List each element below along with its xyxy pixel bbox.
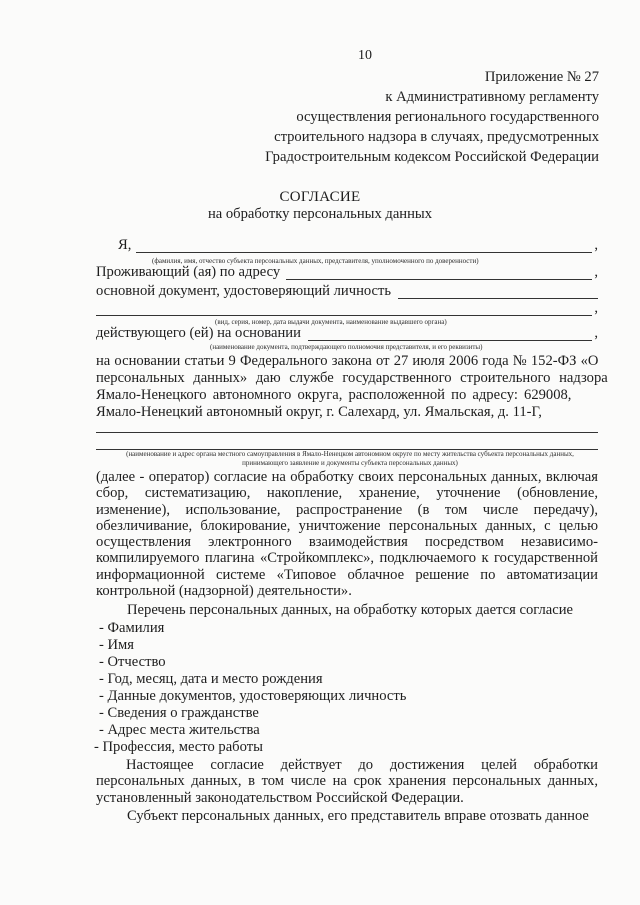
name-field-end: , — [594, 237, 598, 253]
consent-paragraph: (далее - оператор) согласие на обработку своих персональных данных, включая сбор, систематизацию, накопление, хранение, уточнение (обновление, изменение), использование, распространение (в том числе передачу), обезличивание, блокирование, уничтожение персональных данных, с целью осуществления электронного взаимодействия посредством независимо-компилируемого плагина «Стройкомплекс», подключаемого к государственной информационной системе «Типовое облачное решение по автоматизации контрольной (надзорной) деятельности». — [96, 469, 598, 600]
page-number: 10 — [358, 48, 372, 63]
document-field-label: основной документ, удостоверяющий личность — [96, 283, 392, 299]
legal-basis-line: персональных данных» даю службе государственного строительного надзора — [96, 370, 608, 386]
list-item: - Отчество — [99, 654, 166, 670]
document-field-end: , — [594, 300, 598, 316]
legal-basis-line: на основании статьи 9 Федерального закона от 27 июля 2006 года № 152-ФЗ «О — [96, 353, 599, 369]
revoke-line: Субъект персональных данных, его представитель вправе отозвать данное — [127, 808, 589, 824]
validity-paragraph: Настоящее согласие действует до достижения целей обработки персональных данных, в том числе на срок хранения персональных данных, установленный законодательством Российской Федерации. — [96, 757, 598, 806]
list-item: - Адрес места жительства — [99, 722, 260, 738]
name-field-row — [96, 236, 598, 256]
appendix-line: Приложение № 27 — [484, 69, 599, 85]
address-field-end: , — [594, 264, 598, 280]
list-item: - Сведения о гражданстве — [99, 705, 259, 721]
legal-basis-line: Ямало-Ненецкого автономного округа, расположенной по адресу: 629008, — [96, 387, 572, 403]
document-title: СОГЛАСИЕ — [279, 189, 361, 205]
appendix-line: Градостроительным кодексом Российской Федерации — [265, 149, 599, 165]
basis-field-end: , — [594, 325, 598, 341]
document-subtitle: на обработку персональных данных — [207, 206, 433, 222]
basis-field-caption: (наименование документа, подтверждающего полномочия представителя, и его реквизиты) — [210, 343, 483, 351]
address-field-line[interactable] — [286, 279, 592, 280]
document-field-row-2 — [96, 299, 598, 319]
basis-field-line[interactable] — [308, 340, 592, 341]
address-field-row — [96, 263, 598, 283]
list-item: - Профессия, место работы — [94, 739, 263, 755]
appendix-header — [265, 67, 599, 167]
document-field-line-2[interactable] — [96, 315, 592, 316]
name-field-line[interactable] — [136, 252, 592, 253]
list-item: - Фамилия — [99, 620, 165, 636]
list-item: - Данные документов, удостоверяющих личность — [99, 688, 407, 704]
legal-basis-line: Ямало-Ненецкий автономный округ, г. Салехард, ул. Ямальская, д. 11-Г, — [96, 404, 542, 420]
list-item: - Имя — [99, 637, 134, 653]
appendix-line: осуществления регионального государственного — [296, 109, 599, 125]
list-item: - Год, месяц, дата и место рождения — [99, 671, 323, 687]
list-intro: Перечень персональных данных, на обработку которых дается согласие — [127, 602, 574, 618]
authority-field-line[interactable] — [96, 432, 598, 433]
document-field-caption: (вид, серия, номер, дата выдачи документа, наименование выдавшего органа) — [215, 318, 447, 326]
appendix-line: строительного надзора в случаях, предусмотренных — [274, 129, 599, 145]
appendix-line: к Административному регламенту — [385, 89, 599, 105]
name-field-label: Я, — [118, 237, 132, 253]
basis-field-label: действующего (ей) на основании — [96, 325, 301, 341]
address-field-label: Проживающий (ая) по адресу — [96, 264, 281, 280]
basis-field-row — [96, 324, 598, 344]
authority-field-caption: (наименование и адрес органа местного самоуправления в Ямало-Ненецком автономном округе по месту жительства субъекта персональных данных, принимающего заявление и документы субъекта персональных данных) — [126, 450, 574, 467]
name-field-caption: (фамилия, имя, отчество субъекта персональных данных, представителя, уполномоченного по доверенности) — [152, 257, 479, 265]
